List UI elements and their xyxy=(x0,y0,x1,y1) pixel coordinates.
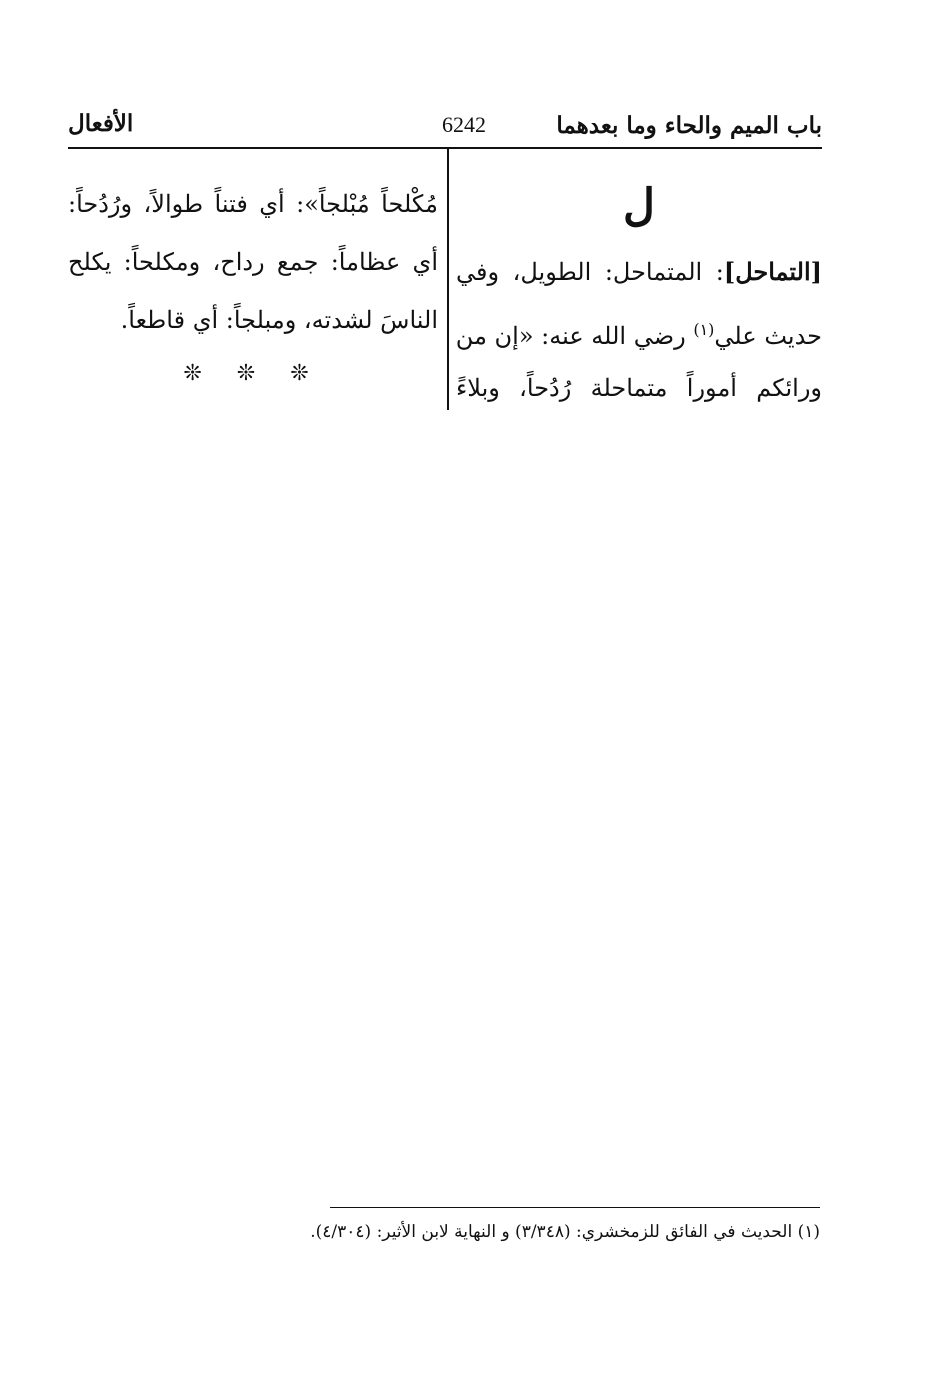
entry-line-1 xyxy=(456,243,822,301)
page-number: 6242 xyxy=(442,112,486,137)
entry-text: : المتماحل: الطويل، وفي xyxy=(456,258,724,286)
entry-line-3: ورائكم أموراً متماحلة رُدُحاً، وبلاءً xyxy=(456,374,822,402)
entry-line-5: أي عظاماً: جمع رداح، ومكلحاً: يكلح xyxy=(68,248,438,276)
entry-text: رضي الله عنه: «إن من xyxy=(456,322,694,350)
section-separator: ❊ ❊ ❊ xyxy=(183,361,323,386)
footnote-rule xyxy=(330,1207,820,1208)
entry-text: حديث علي xyxy=(714,322,822,350)
entry-line-4: مُكْلحاً مُبْلجاً»: أي فتناً طوالاً، ورُدُحاً: xyxy=(68,190,438,218)
volume-label: الأفعال xyxy=(68,110,134,137)
footnote: (١) الحديث في الفائق للزمخشري: (٣/٣٤٨) و النهاية لابن الأثير: (٤/٣٠٤). xyxy=(310,1222,820,1242)
right-column xyxy=(456,175,822,417)
entry-line-2 xyxy=(456,301,822,359)
section-letter: ل xyxy=(623,180,655,231)
left-column xyxy=(68,175,438,399)
column-divider xyxy=(447,148,449,410)
footnote-reference: (١) xyxy=(693,320,715,339)
header-rule xyxy=(68,147,822,149)
entry-headword: [التماحل] xyxy=(723,257,822,286)
entry-line-6: الناسَ لشدته، ومبلجاً: أي قاطعاً. xyxy=(120,306,438,334)
page-header xyxy=(68,108,822,148)
section-title: باب الميم والحاء وما بعدهما xyxy=(556,112,822,139)
